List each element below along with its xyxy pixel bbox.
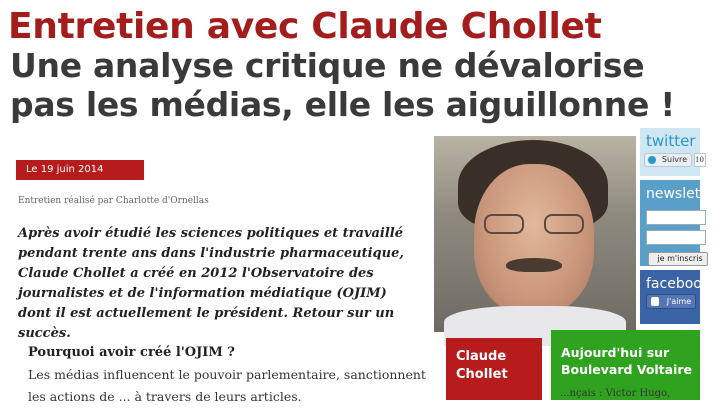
newsletter-email-field[interactable] bbox=[646, 230, 706, 245]
newsletter-name-field[interactable] bbox=[646, 210, 706, 225]
photo-glasses bbox=[484, 214, 584, 236]
article-intro: Après avoir étudié les sciences politiques et travaillé pendant trente ans dans l'industrie pharmaceutique, Claude Chollet a créé en 2012 l'Observatoire des journalistes et de l'information médiatique (OJIM) dont il est actuellement le président. Retour sur un succès. bbox=[18, 226, 404, 341]
facebook-like-button[interactable] bbox=[646, 294, 696, 309]
facebook-widget bbox=[640, 270, 710, 324]
person-name-link[interactable]: Claude Chollet bbox=[446, 338, 542, 400]
newsletter-subscribe-button[interactable]: je m'inscris bbox=[648, 252, 708, 266]
twitter-widget bbox=[640, 128, 704, 176]
facebook-like-label: J'aime bbox=[666, 297, 692, 306]
author-photo bbox=[434, 136, 636, 332]
photo-mustache bbox=[506, 258, 562, 272]
article-kicker-title: Entretien avec Claude Chollet bbox=[8, 6, 602, 47]
today-headline[interactable]: ...nçais : Victor Hugo, bbox=[560, 388, 671, 399]
twitter-follow-label: Suivre bbox=[661, 155, 688, 164]
article-body: Les médias influencent le pouvoir parlementaire, sanctionnent les actions de ... à travers de leurs articles. bbox=[28, 367, 426, 404]
facebook-title: facebook bbox=[646, 276, 710, 292]
date-badge: Le 19 juin 2014 bbox=[16, 160, 144, 180]
glasses-lens-left bbox=[484, 214, 524, 234]
twitter-title: twitter bbox=[646, 132, 696, 150]
twitter-follower-count: 10 bbox=[694, 153, 706, 167]
article-title: Une analyse critique ne dévalorise pas les médias, elle les aiguillonne ! bbox=[10, 46, 675, 124]
newsletter-widget bbox=[640, 180, 720, 266]
twitter-follow-button[interactable] bbox=[644, 153, 692, 167]
today-on-bv-link[interactable]: Aujourd'hui sur Boulevard Voltaire bbox=[551, 330, 700, 400]
article-question: Pourquoi avoir créé l'OJIM ? bbox=[28, 345, 235, 360]
glasses-lens-right bbox=[544, 214, 584, 234]
twitter-bird-icon bbox=[648, 156, 656, 164]
newsletter-title: newsletter bbox=[646, 186, 720, 202]
article-byline: Entretien réalisé par Charlotte d'Ornellas bbox=[18, 196, 209, 206]
photo-face bbox=[474, 164, 594, 314]
thumbs-up-icon bbox=[651, 297, 659, 306]
